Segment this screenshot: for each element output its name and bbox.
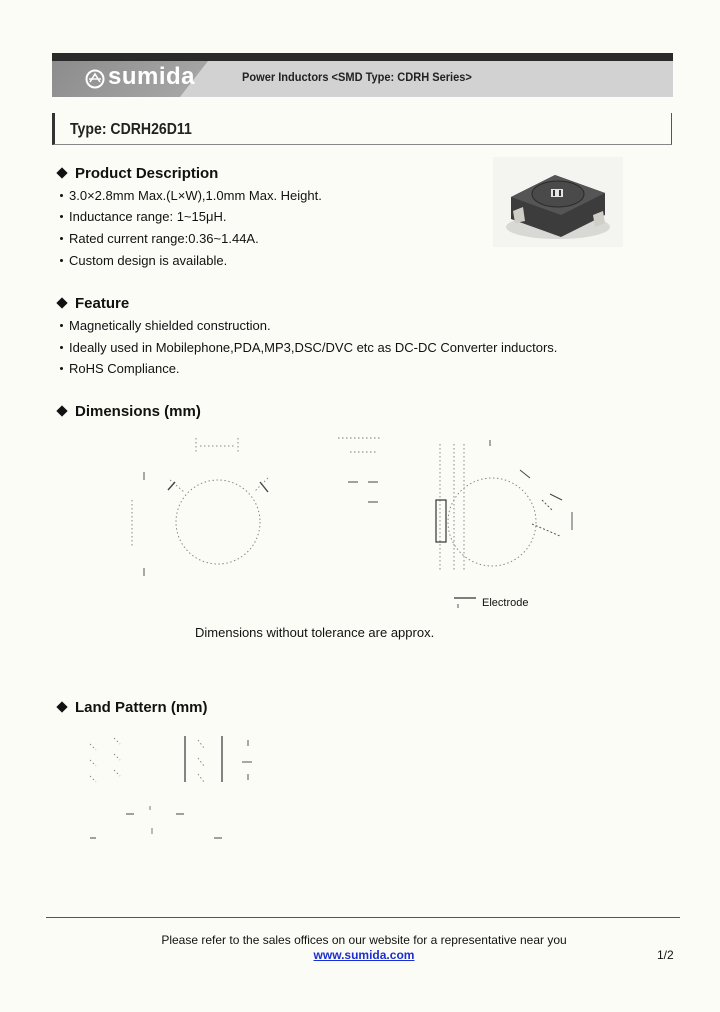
logo-text: sumida bbox=[108, 63, 196, 90]
diamond-bullet-icon bbox=[56, 167, 67, 178]
land-pattern-drawing bbox=[80, 730, 280, 840]
bottom-view-drawing bbox=[440, 444, 536, 572]
list-item: 3.0×2.8mm Max.(L×W),1.0mm Max. Height. bbox=[60, 188, 322, 203]
header-title: Power Inductors <SMD Type: CDRH Series> bbox=[242, 70, 472, 84]
list-item: Custom design is available. bbox=[60, 253, 227, 268]
diamond-bullet-icon bbox=[56, 701, 67, 712]
website-link[interactable]: www.sumida.com bbox=[313, 948, 415, 962]
diamond-bullet-icon bbox=[56, 405, 67, 416]
list-item: RoHS Compliance. bbox=[60, 361, 180, 376]
header-top-bar bbox=[52, 53, 673, 61]
list-item: Magnetically shielded construction. bbox=[60, 318, 271, 333]
footer-note: Please refer to the sales offices on our website for a representative near you bbox=[161, 933, 567, 947]
product-image bbox=[493, 157, 623, 247]
footer-rule bbox=[46, 917, 680, 918]
list-item: Inductance range: 1~15μH. bbox=[60, 209, 226, 224]
land-pattern-heading: Land Pattern (mm) bbox=[58, 699, 208, 716]
feature-heading: Feature bbox=[58, 295, 129, 312]
type-title: Type: CDRH26D11 bbox=[70, 121, 192, 138]
list-item: Rated current range:0.36~1.44A. bbox=[60, 231, 259, 246]
page-number: 1/2 bbox=[657, 948, 674, 962]
diamond-bullet-icon bbox=[56, 297, 67, 308]
electrode-label: Electrode bbox=[482, 597, 529, 609]
side-view-drawing bbox=[338, 438, 382, 452]
top-view-drawing bbox=[132, 438, 268, 564]
dimensions-heading: Dimensions (mm) bbox=[58, 403, 201, 420]
dimension-drawing bbox=[120, 430, 600, 620]
sumida-logo-icon bbox=[84, 68, 106, 90]
dimensions-note: Dimensions without tolerance are approx. bbox=[195, 625, 435, 640]
product-description-heading: Product Description bbox=[58, 165, 218, 182]
list-item: Ideally used in Mobilephone,PDA,MP3,DSC/DVC etc as DC-DC Converter inductors. bbox=[60, 340, 557, 355]
